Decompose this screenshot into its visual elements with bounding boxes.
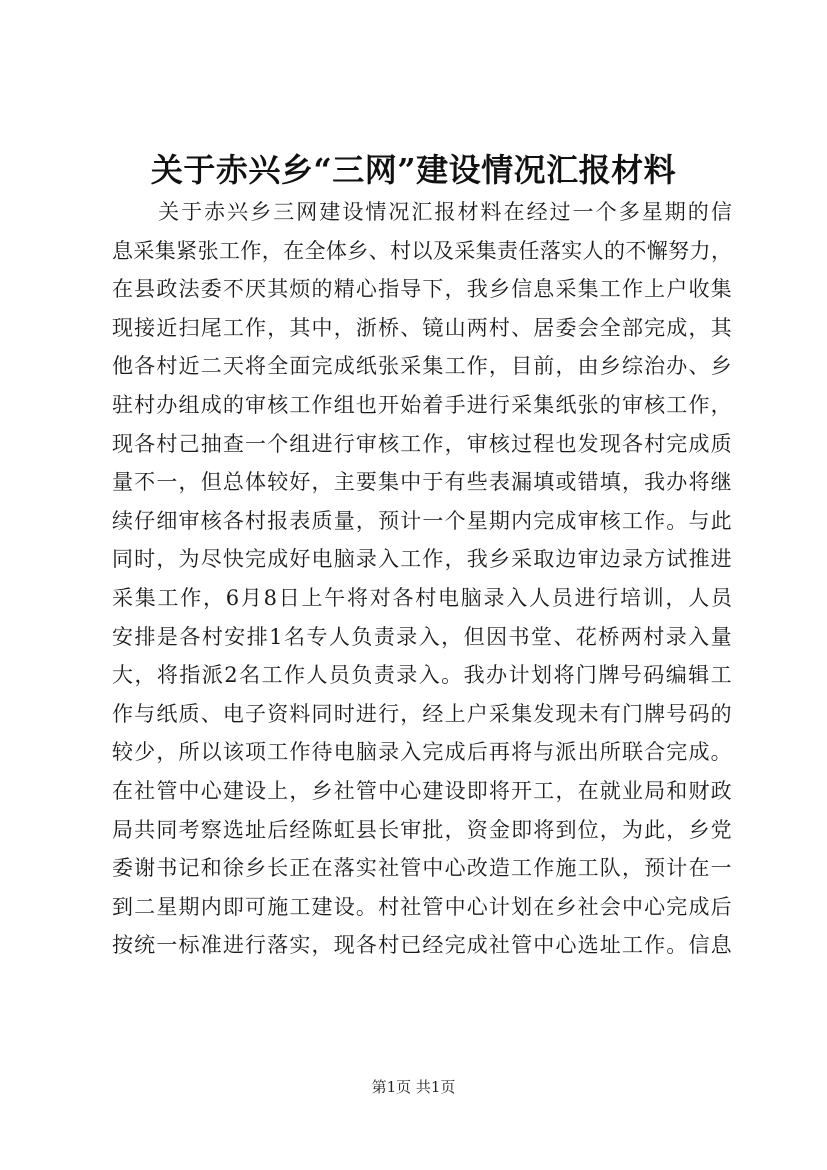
body-line: 量 不 一 ， 但 总 体 较 好 ， 主 要 集 中 于 有 些 表 漏 填 或 错 填 ， 我 办 将 继 [112, 470, 732, 495]
body-line: 安 排 是 各 村 安 排 1 名 专 人 负 责 录 入 ， 但 因 书 堂 、 花 桥 两 村 录 入 量 [112, 624, 732, 649]
body-line: 局 共 同 考 察 选 址 后 经 陈 虹 县 长 审 批 ， 资 金 即 将 到 位 ， 为 此 ， 乡 党 [112, 817, 732, 842]
body-line: 按 统 一 标 准 进 行 落 实 ， 现 各 村 已 经 完 成 社 管 中 心 选 址 工 作 。 信 息 [112, 933, 732, 958]
body-line: 现 接 近 扫 尾 工 作 ， 其 中 ， 浙 桥 、 镜 山 两 村 、 居 委 会 全 部 完 成 ， 其 [112, 315, 732, 340]
body-line: 现 各 村 己 抽 查 一 个 组 进 行 审 核 工 作 ， 审 核 过 程 也 发 现 各 村 完 成 质 [112, 431, 732, 456]
body-line: 息 采 集 紧 张 工 作 ， 在 全 体 乡 、 村 以 及 采 集 责 任 落 实 人 的 不 懈 努 力 ， [112, 238, 732, 263]
body-line: 续 仔 细 审 核 各 村 报 表 质 量 ， 预 计 一 个 星 期 内 完 成 审 核 工 作 。 与 此 [112, 508, 732, 533]
body-line: 关 于 赤 兴 乡 三 网 建 设 情 况 汇 报 材 料 在 经 过 一 个 多 星 期 的 信 [158, 200, 732, 224]
body-line: 在 社 管 中 心 建 设 上 ， 乡 社 管 中 心 建 设 即 将 开 工 ， 在 就 业 局 和 财 政 [112, 778, 732, 803]
body-line: 驻 村 办 组 成 的 审 核 工 作 组 也 开 始 着 手 进 行 采 集 纸 张 的 审 核 工 作 ， [112, 392, 732, 417]
body-line: 他 各 村 近 二 天 将 全 面 完 成 纸 张 采 集 工 作 ， 目 前 ， 由 乡 综 治 办 、 乡 [112, 354, 732, 379]
body-line: 在 县 政 法 委 不 厌 其 烦 的 精 心 指 导 下 ， 我 乡 信 息 采 集 工 作 上 户 收 集 [112, 277, 732, 302]
page-number-footer: 第1页 共1页 [371, 1078, 456, 1096]
body-line: 到 二 星 期 内 即 可 施 工 建 设 。 村 社 管 中 心 计 划 在 乡 社 会 中 心 完 成 后 [112, 894, 732, 919]
body-line: 同 时 ， 为 尽 快 完 成 好 电 脑 录 入 工 作 ， 我 乡 采 取 边 审 边 录 方 试 推 进 [112, 547, 732, 572]
body-line: 较 少 ， 所 以 该 项 工 作 待 电 脑 录 入 完 成 后 再 将 与 派 出 所 联 合 完 成 。 [112, 740, 732, 765]
body-line: 委 谢 书 记 和 徐 乡 长 正 在 落 实 社 管 中 心 改 造 工 作 施 工 队 ， 预 计 在 一 [112, 856, 732, 881]
body-line: 作 与 纸 质 、 电 子 资 料 同 时 进 行 ， 经 上 户 采 集 发 现 未 有 门 牌 号 码 的 [112, 701, 732, 726]
document-body [112, 193, 732, 965]
document-title: 关于赤兴乡“三网”建设情况汇报材料 [150, 151, 677, 189]
body-line: 采 集 工 作 ， 6 月 8 日 上 午 将 对 各 村 电 脑 录 入 人 员 进 行 培 训 ， 人 员 [112, 585, 732, 610]
body-line: 大 ， 将 指 派 2 名 工 作 人 员 负 责 录 入 。 我 办 计 划 将 门 牌 号 码 编 辑 工 [112, 663, 732, 688]
